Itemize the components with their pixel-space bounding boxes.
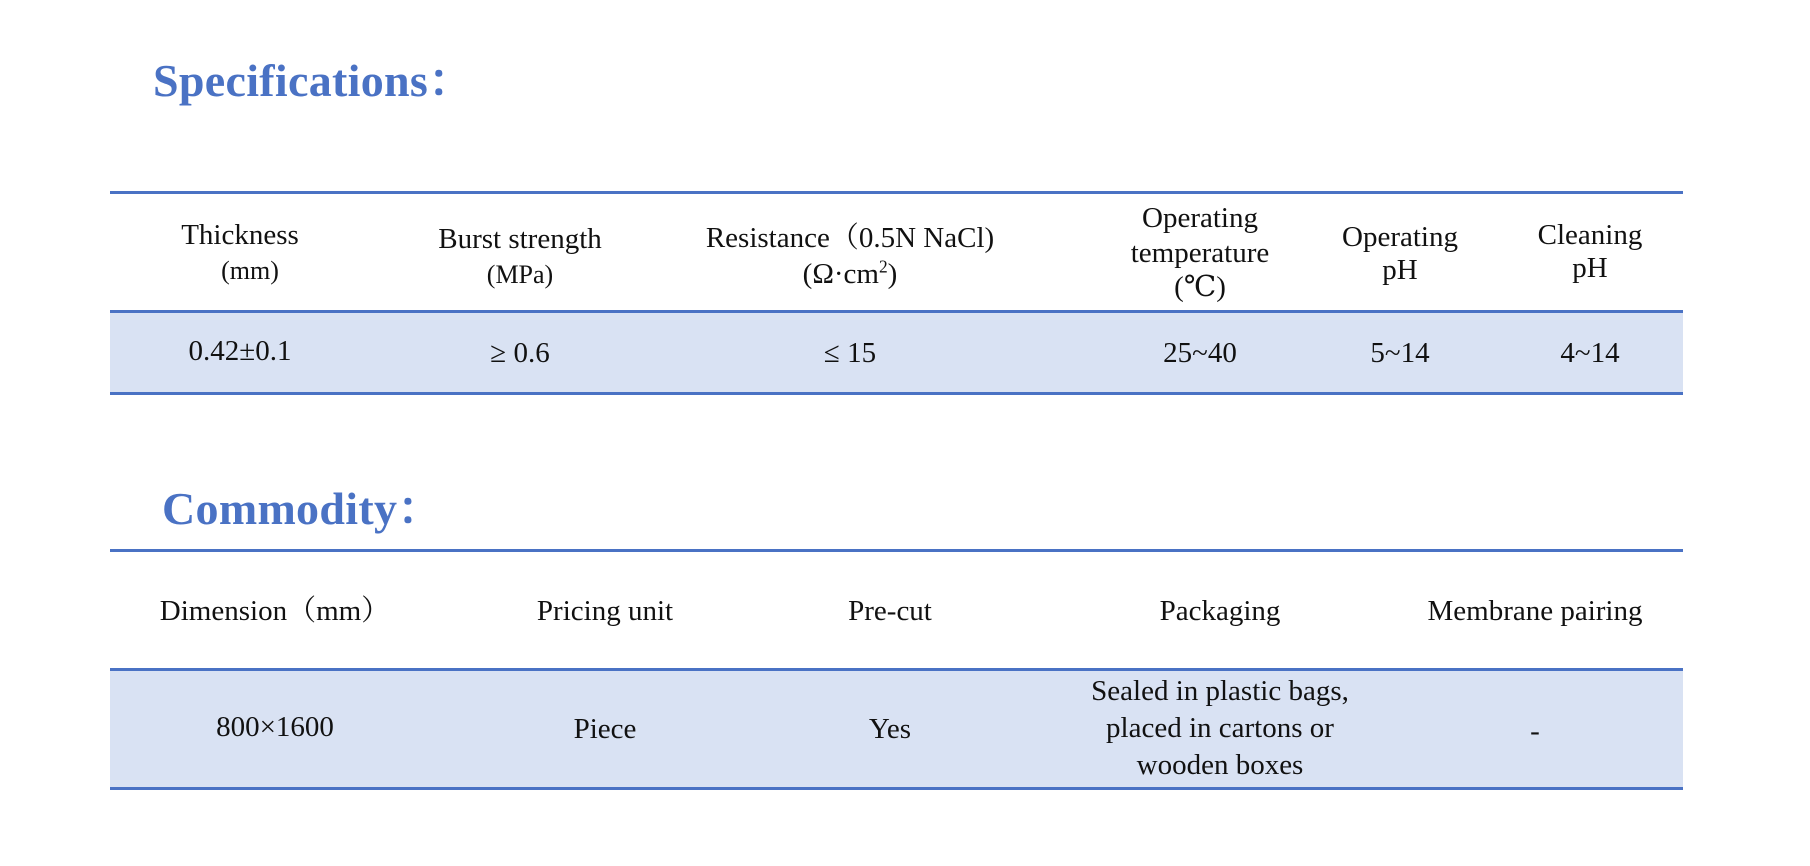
packaging-line1: Sealed in plastic bags,: [1091, 674, 1349, 707]
table-top-rule: [110, 191, 1683, 194]
header-pre-cut: Pre-cut: [848, 594, 932, 627]
specifications-table: [110, 191, 1683, 397]
value-pricing-unit: Piece: [573, 713, 637, 746]
value-dimension: 800×1600: [216, 711, 334, 744]
header-operating-ph: [1310, 209, 1490, 299]
header-membrane-pairing: Membrane pairing: [1427, 594, 1643, 627]
header-burst-unit: (MPa): [486, 259, 554, 289]
header-pricing-unit: Pricing unit: [536, 594, 674, 627]
table-top-rule: [110, 549, 1683, 552]
header-thickness-label: Thickness: [181, 218, 299, 251]
value-operating-ph: 5~14: [1370, 336, 1430, 369]
header-thickness-unit: (mm): [221, 255, 279, 285]
header-resistance-label: Resistance（0.5N NaCl): [705, 221, 995, 254]
value-cleaning-ph: 4~14: [1560, 336, 1620, 369]
commodity-heading: Commodity：: [162, 483, 444, 534]
header-oph-line2: pH: [1382, 254, 1418, 286]
commodity-table: [110, 549, 1683, 793]
value-resistance: ≤ 15: [823, 336, 877, 369]
value-operating-temperature: 25~40: [1163, 336, 1237, 369]
header-cph-line2: pH: [1572, 252, 1608, 284]
header-oph-line1: Operating: [1342, 220, 1458, 253]
header-thickness: [150, 207, 330, 297]
header-temp-line1: Operating: [1142, 201, 1258, 234]
packaging-line3: wooden boxes: [1136, 749, 1304, 782]
header-burst-label: Burst strength: [438, 222, 602, 255]
header-temp-line3: (℃): [1174, 271, 1226, 304]
header-dimension: Dimension（mm）: [159, 594, 391, 627]
header-cph-line1: Cleaning: [1537, 218, 1643, 251]
header-resistance-unit: $(\Omega\cdot cm^2)$: [802, 256, 898, 290]
value-burst-strength: ≥ 0.6: [490, 336, 550, 369]
header-bottom-rule: [110, 310, 1683, 313]
specifications-heading: Specifications：: [153, 55, 475, 106]
header-resistance: [670, 211, 1030, 301]
header-operating-temperature: [1100, 199, 1300, 307]
packaging-line2: placed in cartons or: [1106, 711, 1334, 744]
header-packaging: Packaging: [1159, 594, 1281, 627]
value-pre-cut: Yes: [868, 713, 912, 746]
header-cleaning-ph: [1500, 207, 1680, 297]
header-temp-line2: temperature: [1130, 236, 1270, 269]
table-bottom-rule: [110, 392, 1683, 395]
value-membrane-pairing: -: [1530, 715, 1540, 748]
value-thickness: 0.42±0.1: [188, 334, 292, 367]
value-packaging: [1070, 670, 1370, 787]
header-burst-strength: [410, 211, 630, 301]
